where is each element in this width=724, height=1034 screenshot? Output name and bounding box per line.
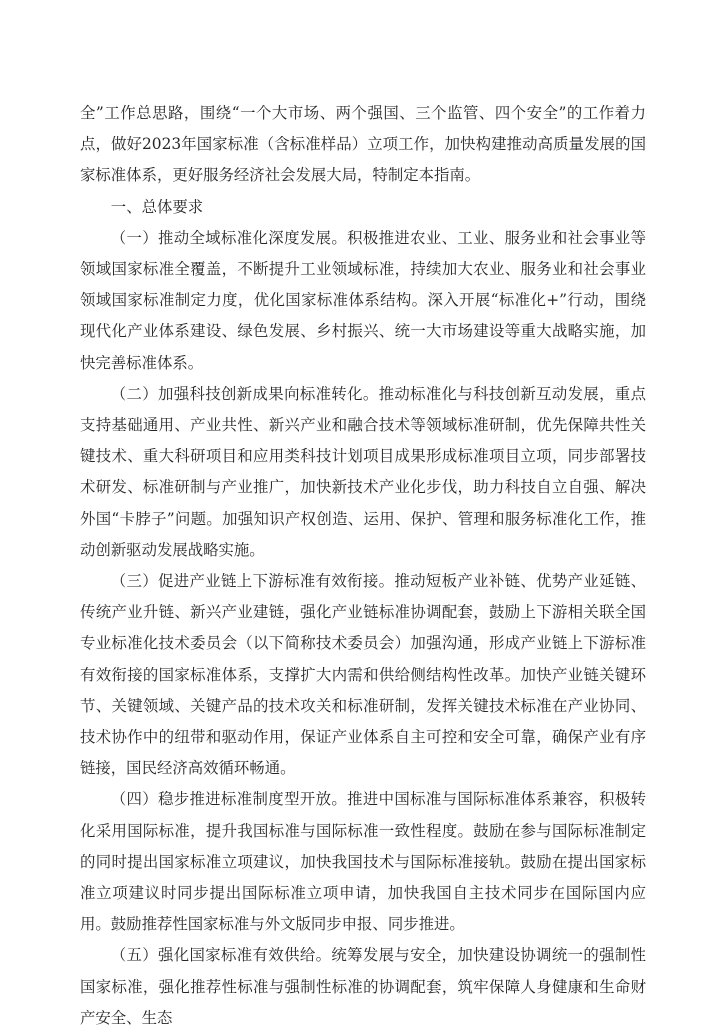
paragraph-4: （四）稳步推进标准制度型开放。推进中国标准与国际标准体系兼容，积极转化采用国际标准，提升我国标准与国际标准一致性程度。鼓励在参与国际标准制定的同时提出国家标准立项建议，加快我国技术与国际标准接轨。鼓励在提出国家标准立项建议时同步提出国际标准立项申请，加快我国自主技术同步在国际国内应用。鼓励推荐性国家标准与外文版同步申报、同步推进。 <box>80 790 646 934</box>
paragraph-3: （三）促进产业链上下游标准有效衔接。推动短板产业补链、优势产业延链、传统产业升链、新兴产业建链，强化产业链标准协调配套，鼓励上下游相关联全国专业标准化技术委员会（以下简称技术委员会）加强沟通，形成产业链上下游标准有效衔接的国家标准体系，支撑扩大内需和供给侧结构性改革。加快产业链关键环节、关键领域、关键产品的技术攻关和标准研制，发挥关键技术标准在产业协同、技术协作中的纽带和驱动作用，保证产业体系自主可控和安全可靠，确保产业有序链接，国民经济高效循环畅通。 <box>80 572 646 778</box>
section-heading-general-requirements: 一、总体要求 <box>110 197 204 216</box>
paragraph-2: （二）加强科技创新成果向标准转化。推动标准化与科技创新互动发展，重点支持基础通用、产业共性、新兴产业和融合技术等领域标准研制，优先保障共性关键技术、重大科研项目和应用类科技计划项目成果形成标准项目立项，同步部署技术研发、标准研制与产业推广，加快新技术产业化步伐，助力科技自立自强、解决外国“卡脖子”问题。加强知识产权创造、运用、保护、管理和服务标准化工作，推动创新驱动发展战略实施。 <box>80 384 646 559</box>
document-body <box>80 98 646 1034</box>
paragraph-1: （一）推动全域标准化深度发展。积极推进农业、工业、服务业和社会事业等领域国家标准全覆盖，不断提升工业领域标准，持续加大农业、服务业和社会事业领域国家标准制定力度，优化国家标准体系结构。深入开展“标准化+”行动，围绕现代化产业体系建设、绿色发展、乡村振兴、统一大市场建设等重大战略实施，加快完善标准体系。 <box>80 228 646 372</box>
paragraph-5: （五）强化国家标准有效供给。统筹发展与安全，加快建设协调统一的强制性国家标准，强化推荐性标准与强制性标准的协调配套，筑牢保障人身健康和生命财产安全、生态 <box>80 946 646 1027</box>
intro-paragraph: 全”工作总思路，围绕“一个大市场、两个强国、三个监管、四个安全”的工作着力点，做好2023年国家标准（含标准样品）立项工作，加快构建推动高质量发展的国家标准体系，更好服务经济社会发展大局，特制定本指南。 <box>80 104 646 185</box>
